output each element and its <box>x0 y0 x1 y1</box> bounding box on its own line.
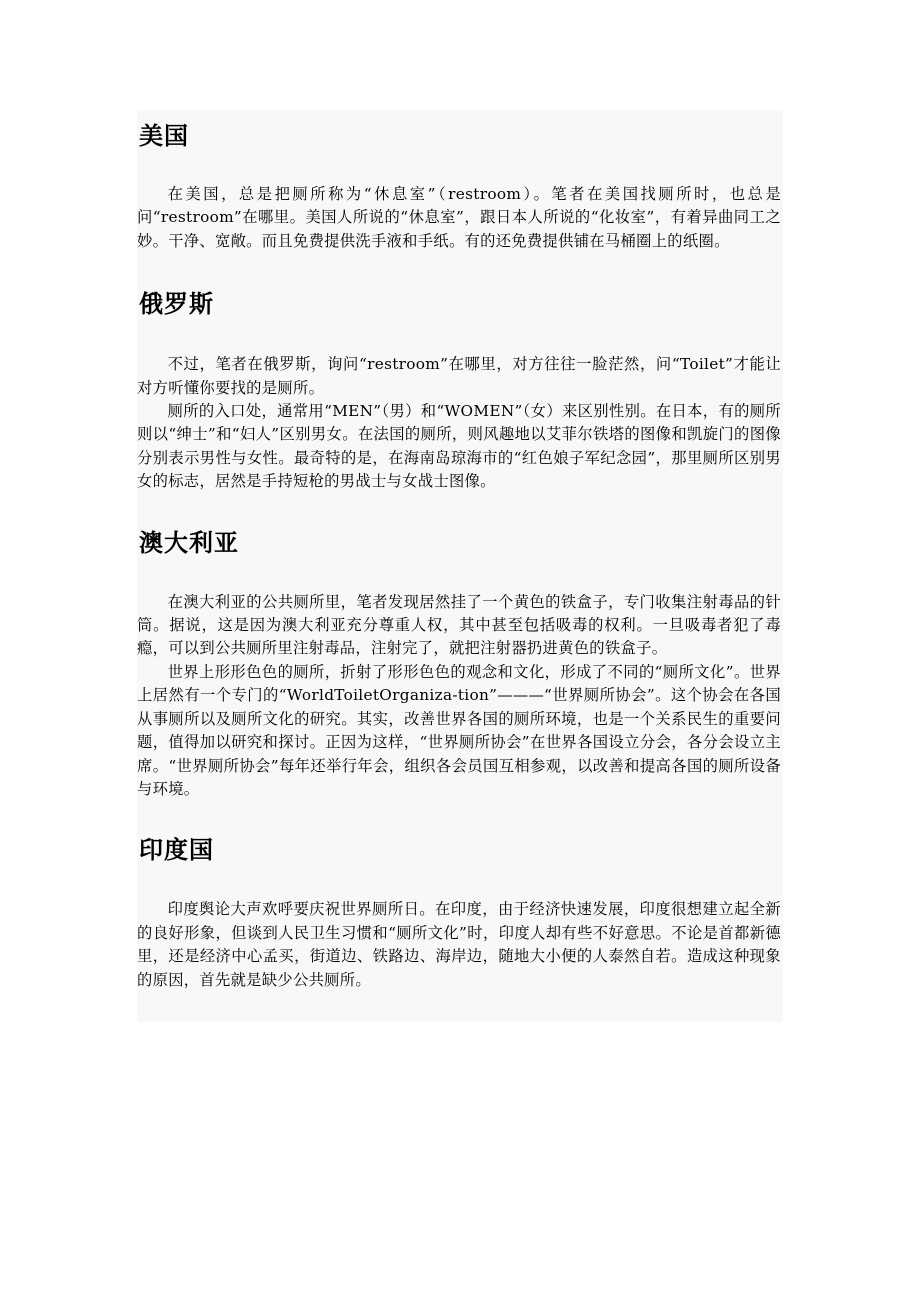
section-body <box>137 898 783 992</box>
paragraph: 厕所的入口处，通常用“MEN”（男）和“WOMEN”（女）来区别性别。在日本，有的厕所则以“绅士”和“妇人”区别男女。在法国的厕所，则风趣地以艾菲尔铁塔的图像和凯旋门的图像分别表示男性与女性。最奇特的是，在海南岛琼海市的“红色娘子军纪念园”，那里厕所区别男女的标志，居然是手持短枪的男战士与女战士图像。 <box>137 402 781 491</box>
article <box>137 110 783 1022</box>
section-heading: 俄罗斯 <box>139 290 214 319</box>
paragraph: 不过，笔者在俄罗斯，询问“restroom”在哪里，对方往往一脸茫然，问“Toilet”才能让对方听懂你要找的是厕所。 <box>137 355 781 397</box>
section-russia <box>137 288 783 493</box>
paragraph: 印度舆论大声欢呼要庆祝世界厕所日。在印度，由于经济快速发展，印度很想建立起全新的良好形象，但谈到人民卫生习惯和“厕所文化”时，印度人却有些不好意思。不论是首都新德里，还是经济中心孟买，街道边、铁路边、海岸边，随地大小便的人泰然自若。造成这种现象的原因，首先就是缺少公共厕所。 <box>137 900 781 989</box>
section-body <box>137 183 783 253</box>
section-heading: 印度国 <box>139 836 214 865</box>
paragraph: 世界上形形色色的厕所，折射了形形色色的观念和文化，形成了不同的“厕所文化”。世界上居然有一个专门的“WorldToiletOrganiza-tion”———“世界厕所协会”。这个协会在各国从事厕所以及厕所文化的研究。其实，改善世界各国的厕所环境，也是一个关系民生的重要问题，值得加以研究和探讨。正因为这样，“世界厕所协会”在世界各国设立分会，各分会设立主席。“世界厕所协会”每年还举行年会，组织各会员国互相参观，以改善和提高各国的厕所设备与环境。 <box>137 662 781 798</box>
section-body <box>137 591 783 802</box>
section-body <box>137 353 783 493</box>
section-heading: 澳大利亚 <box>139 528 239 557</box>
section-india <box>137 834 783 992</box>
section-heading: 美国 <box>139 122 189 150</box>
paragraph: 在澳大利亚的公共厕所里，笔者发现居然挂了一个黄色的铁盒子，专门收集注射毒品的针筒。据说，这是因为澳大利亚充分尊重人权，其中甚至包括吸毒的权利。一旦吸毒者犯了毒瘾，可以到公共厕所里注射毒品，注射完了，就把注射器扔进黄色的铁盒子。 <box>137 592 781 658</box>
section-usa <box>137 120 783 253</box>
paragraph: 在美国，总是把厕所称为“休息室”（restroom）。笔者在美国找厕所时，也总是问“restroom”在哪里。美国人所说的“休息室”，跟日本人所说的“化妆室”，有着异曲同工之妙。干净、宽敞。而且免费提供洗手液和手纸。有的还免费提供铺在马桶圈上的纸圈。 <box>137 185 781 250</box>
section-australia <box>137 527 783 802</box>
